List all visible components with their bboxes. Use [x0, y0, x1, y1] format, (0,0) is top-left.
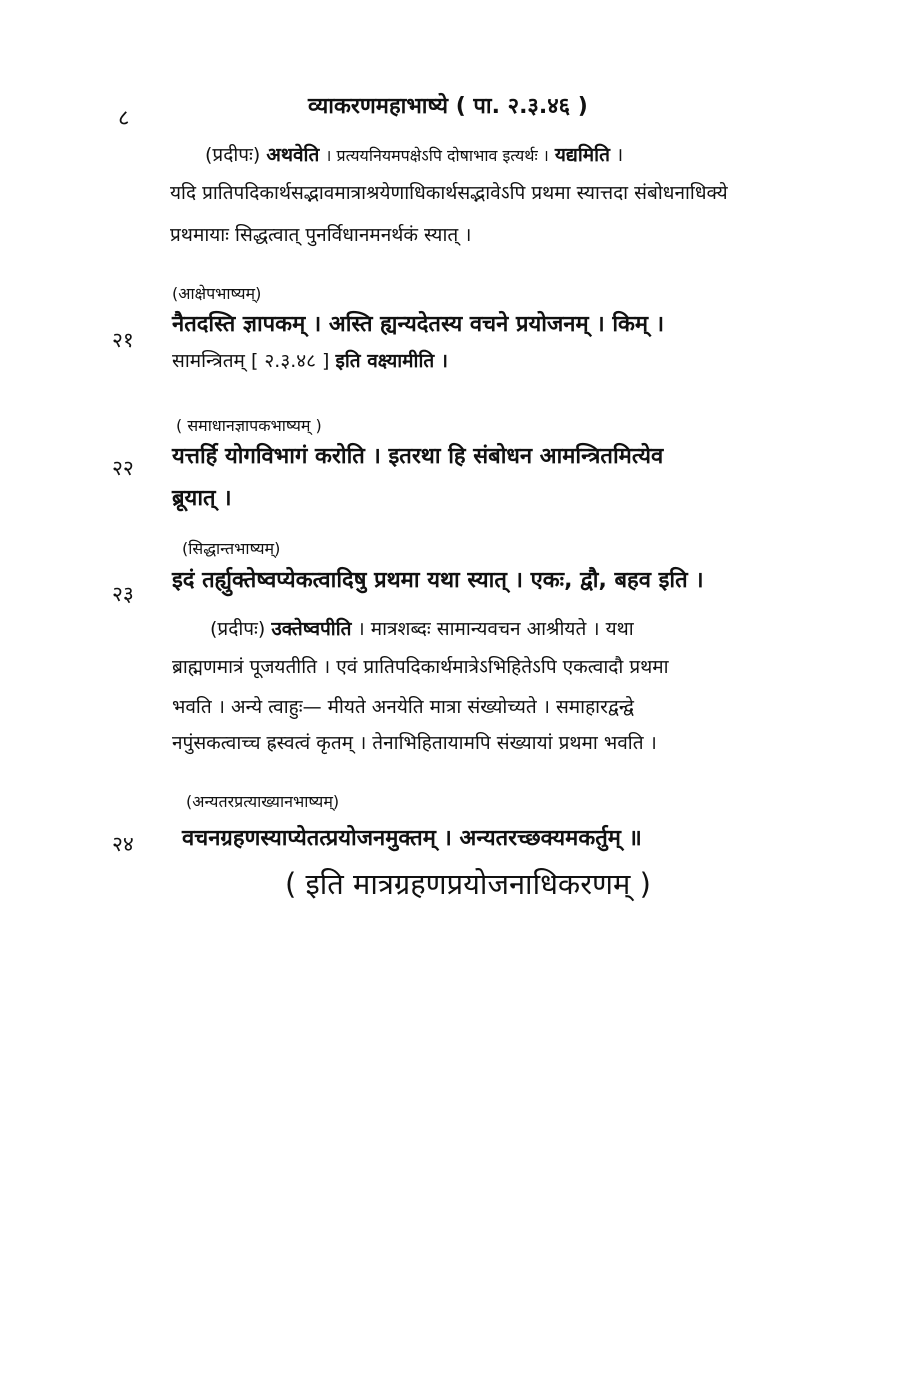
page-title: व्याकरणमहाभाष्ये ( पा. २.३.४६ )	[308, 94, 588, 119]
pradipa-keyword-2: यद्यमिति	[554, 144, 610, 166]
bhashya-23-line-1: इदं तर्ह्युक्तेष्वप्येकत्वादिषु प्रथमा यथा स्यात् । एकः, द्वौ, बहव इति ।	[172, 568, 704, 593]
bhashya-21-line-2	[172, 352, 448, 371]
pradipa-2-line-1	[210, 620, 634, 639]
page-number: ८	[118, 106, 130, 131]
section-heading-22: ( समाधानज्ञापकभाष्यम् )	[176, 416, 322, 435]
pradipa-label: (प्रदीपः)	[210, 618, 266, 640]
pradipa-label: (प्रदीपः)	[205, 144, 261, 166]
pradipa-2-line-4: नपुंसकत्वाच्च ह्रस्वत्वं कृतम् । तेनाभिहितायामपि संख्यायां प्रथमा भवति ।	[172, 732, 657, 754]
adhikarana-conclusion: ( इति मात्रग्रहणप्रयोजनाधिकरणम् )	[285, 867, 651, 901]
section-heading-21: (आक्षेपभाष्यम्)	[172, 284, 262, 303]
pradipa-keyword: उक्तेष्वपीति	[271, 618, 352, 640]
bhashya-number-23: २३	[112, 582, 134, 606]
pradipa-1-line-3: प्रथमायाः सिद्धत्वात् पुनर्विधानमनर्थकं स्यात् ।	[170, 224, 472, 246]
bhashya-24-line-1: वचनग्रहणस्याप्येतत्प्रयोजनमुक्तम् । अन्यतरच्छक्यमकर्तुम् ॥	[182, 826, 642, 851]
pradipa-1-line-1	[205, 146, 623, 165]
sutra-reference: सामन्त्रितम् [ २.३.४८ ]	[172, 350, 330, 372]
pradipa-text: । प्रत्ययनियमपक्षेऽपि दोषाभाव इत्यर्थः ।	[325, 146, 549, 165]
pradipa-2-line-2: ब्राह्मणमात्रं पूजयतीति । एवं प्रातिपदिकार्थमात्रेऽभिहितेऽपि एकत्वादौ प्रथमा	[172, 656, 669, 678]
bhashya-22-line-1: यत्तर्हि योगविभागं करोति । इतरथा हि संबोधन आमन्त्रितमित्येव	[172, 444, 664, 469]
bhashya-number-22: २२	[112, 456, 134, 480]
bhashya-21-line-1: नैतदस्ति ज्ञापकम् । अस्ति ह्यन्यदेतस्य वचने प्रयोजनम् । किम् ।	[172, 312, 665, 337]
bhashya-22-line-2: ब्रूयात् ।	[172, 486, 232, 511]
pradipa-danda: ।	[615, 144, 624, 166]
bhashya-number-24: २४	[112, 832, 134, 856]
section-heading-23: (सिद्धान्तभाष्यम्)	[182, 539, 281, 558]
bhashya-21-text: इति वक्ष्यामीति ।	[335, 350, 449, 372]
pradipa-1-line-2: यदि प्रातिपदिकार्थसद्भावमात्राश्रयेणाधिकार्थसद्भावेऽपि प्रथमा स्यात्तदा संबोधनाधिक्ये	[170, 182, 728, 204]
pradipa-keyword: अथवेति	[266, 144, 320, 166]
pradipa-text: । मात्रशब्दः सामान्यवचन आश्रीयते । यथा	[357, 618, 634, 640]
bhashya-number-21: २१	[112, 328, 134, 352]
section-heading-24: (अन्यतरप्रत्याख्यानभाष्यम्)	[186, 792, 340, 811]
pradipa-2-line-3: भवति । अन्ये त्वाहुः— मीयते अनयेति मात्रा संख्योच्यते । समाहारद्वन्द्वे	[172, 696, 634, 718]
